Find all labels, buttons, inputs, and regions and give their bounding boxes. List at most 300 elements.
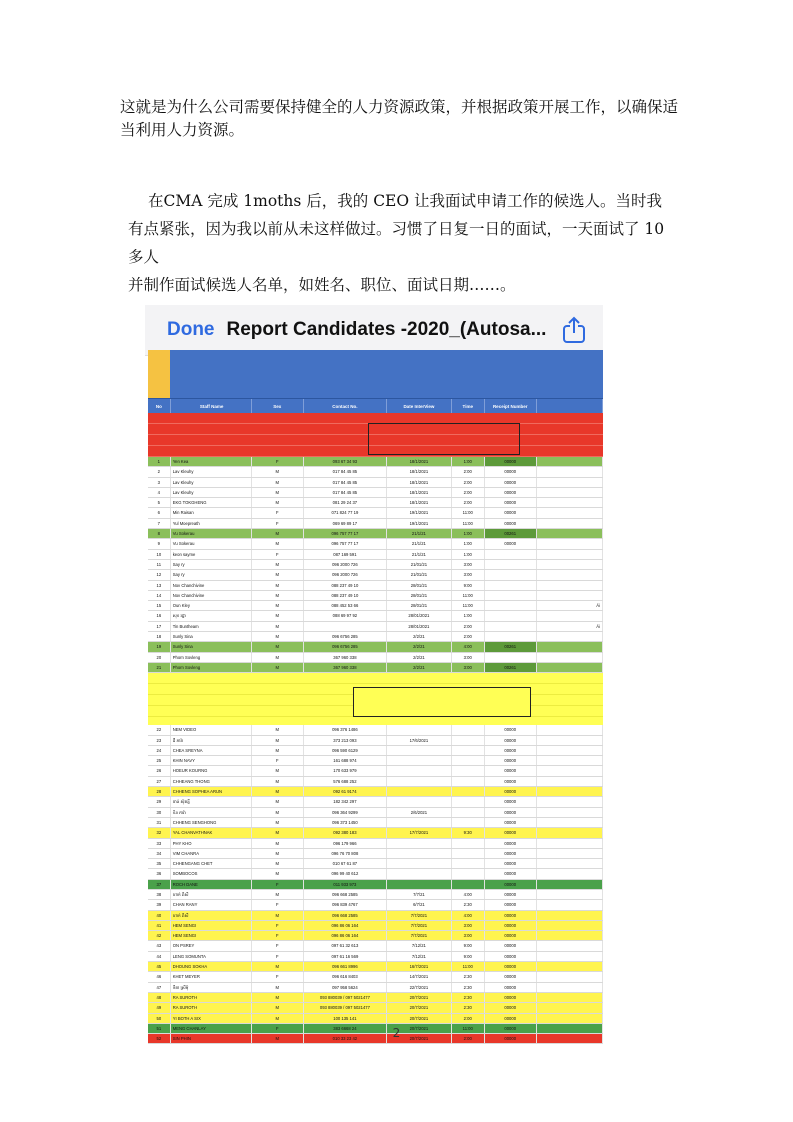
table-cell [537,983,603,992]
table-cell [537,725,603,734]
table-cell: 20/7/2021 [387,1014,452,1023]
table-cell: 00000 [485,828,537,837]
table-cell [537,911,603,920]
table-cell: CHEA SREYNA [171,746,252,755]
table-cell: 00000 [485,818,537,827]
table-cell: 3:00 [452,663,485,672]
table-cell: 39 [148,900,171,909]
table-cell: 19/1/2021 [387,519,452,528]
red-header-block [148,413,603,457]
table-cell: 23 [148,736,171,745]
table-cell: M [252,766,304,775]
table-row [148,725,603,735]
table-cell: M [252,642,304,651]
table-cell [387,818,452,827]
table-cell [537,880,603,889]
table-cell [452,808,485,817]
table-cell: 41 [148,921,171,930]
table-cell: 00261 [485,529,537,538]
table-cell [537,457,603,466]
table-cell: 21 [148,663,171,672]
table-cell: M [252,777,304,786]
table-cell [537,736,603,745]
table-cell [452,839,485,848]
table-cell: 9:30 [452,828,485,837]
table-cell: 20/7/2021 [387,993,452,1002]
table-cell: 17 [148,622,171,631]
table-cell: 2:30 [452,993,485,1002]
story-line: 多人 [128,248,160,266]
table-row [148,508,603,518]
table-cell: 28/01/21 [387,601,452,610]
table-cell [537,756,603,765]
table-cell: 7/7/2021 [387,911,452,920]
table-cell: 14 [148,591,171,600]
share-icon[interactable] [561,316,587,344]
page-number: 2 [392,1026,401,1040]
table-cell: F [252,519,304,528]
table-cell: 12 [148,570,171,579]
table-cell: M [252,828,304,837]
table-cell: 093 67 34 93 [304,457,387,466]
table-cell [485,601,537,610]
table-cell: 170 633 979 [304,766,387,775]
table-row [148,601,603,611]
table-cell: 00000 [485,1034,537,1043]
table-cell [537,519,603,528]
table-cell: Phorn Sovleng [171,653,252,662]
table-cell: 088 452 53 66 [304,601,387,610]
table-cell [485,560,537,569]
table-cell [537,1003,603,1012]
table-cell: Vu Sokerau [171,529,252,538]
table-cell: 50 [148,1014,171,1023]
table-cell: 093 880039 / 097 5021477 [304,1003,387,1012]
table-cell: 18/1/2021 [387,457,452,466]
table-cell: M [252,653,304,662]
table-cell: CHHENGANG CHET [171,859,252,868]
table-cell: 38 [148,890,171,899]
table-cell: 096 2000 726 [304,570,387,579]
table-cell: 00000 [485,880,537,889]
table-cell: 17/6/2021 [387,736,452,745]
table-cell: 2/2/21 [387,653,452,662]
table-cell: 27 [148,777,171,786]
table-cell: M [252,622,304,631]
table-cell: HEM SENGI [171,931,252,940]
table-cell: 11:00 [452,591,485,600]
table-cell: M [252,591,304,600]
table-cell: 00000 [485,736,537,745]
table-cell: 069 69 89 17 [304,519,387,528]
header-cell: Contact No. [304,399,387,413]
table-cell: ROCH DANE [171,880,252,889]
table-cell: 9:00 [452,952,485,961]
table-row [148,797,603,807]
table-cell: 2:00 [452,467,485,476]
table-cell [452,880,485,889]
table-cell: 17/7/2021 [387,828,452,837]
table-cell [537,653,603,662]
table-cell: F [252,900,304,909]
table-cell: 00000 [485,808,537,817]
table-row [148,962,603,972]
table-row [148,498,603,508]
table-cell: M [252,663,304,672]
table-cell: 096 2000 726 [304,560,387,569]
table-cell [537,900,603,909]
table-cell: 7/7/21 [387,890,452,899]
table-cell: 28/01/21 [387,591,452,600]
table-cell [387,756,452,765]
table-cell: 096 86 06 164 [304,921,387,930]
table-cell: 2:30 [452,900,485,909]
table-cell: M [252,911,304,920]
table-cell: Say ry [171,570,252,579]
table-cell: 161 688 974 [304,756,387,765]
table-cell: 00000 [485,890,537,899]
sheet-header-row [148,398,603,413]
table-cell [485,550,537,559]
table-cell: ខិន ភារ៉ា [171,808,252,817]
table-cell: 088 69 97 92 [304,611,387,620]
table-cell: 25 [148,756,171,765]
table-row [148,478,603,488]
table-cell: 096 373 1450 [304,818,387,827]
table-cell [387,787,452,796]
table-cell: YAL CHANVATHNAK [171,828,252,837]
table-cell: 1:00 [452,550,485,559]
table-cell: F [252,457,304,466]
table-cell: M [252,797,304,806]
table-cell [452,756,485,765]
table-cell: 4:00 [452,890,485,899]
story-paragraph [128,190,688,302]
table-cell: 100 135 141 [304,1014,387,1023]
table-cell: 00000 [485,725,537,734]
table-cell: 00000 [485,911,537,920]
table-cell: 2:30 [452,972,485,981]
table-cell: M [252,869,304,878]
table-cell: 3:00 [452,570,485,579]
table-cell: 2:00 [452,488,485,497]
table-cell: 182 342 297 [304,797,387,806]
table-cell: 096 86 06 164 [304,931,387,940]
table-cell: 20 [148,653,171,662]
table-cell: 00000 [485,859,537,868]
table-cell: 010 67 61 87 [304,859,387,868]
table-cell: 22/7/2021 [387,983,452,992]
header-cell: Sex [252,399,304,413]
table-cell: Sunly Sina [171,632,252,641]
table-cell: 2:00 [452,498,485,507]
table-cell: 017 84 45 85 [304,478,387,487]
table-cell: 8 [148,529,171,538]
table-cell: 017 84 45 85 [304,488,387,497]
table-cell: SIN PHIN [171,1034,252,1043]
table-cell: 087 169 591 [304,550,387,559]
table-cell: M [252,539,304,548]
table-cell: 9 [148,539,171,548]
table-cell: M [252,529,304,538]
table-cell: 4 [148,488,171,497]
table-cell: M [252,787,304,796]
table-cell: 20/7/2021 [387,1003,452,1012]
table-cell [387,725,452,734]
table-cell: 367 960 338 [304,653,387,662]
table-row [148,632,603,642]
table-cell: 097 61 32 613 [304,941,387,950]
table-row [148,777,603,787]
table-row [148,952,603,962]
table-cell: 088 237 49 10 [304,581,387,590]
table-cell [387,859,452,868]
header-cell: Date InterView [387,399,452,413]
table-cell: 11:00 [452,1024,485,1033]
table-cell: ទីតា ស្រីមុំ [171,983,252,992]
table-cell: 11:00 [452,519,485,528]
table-row [148,539,603,549]
table-cell: 36 [148,869,171,878]
table-cell: 096 839 4767 [304,900,387,909]
embedded-screenshot [145,305,603,1042]
table-cell: Oun Kley [171,601,252,610]
table-cell: 20/7/2021 [387,1024,452,1033]
table-cell: SOMBOCOS [171,869,252,878]
table-cell [537,581,603,590]
table-cell: 21/1/21 [387,529,452,538]
sheet-banner [148,350,603,398]
table-row [148,529,603,539]
table-cell: 088 237 49 10 [304,591,387,600]
table-cell: 48 [148,993,171,1002]
table-cell: 00261 [485,642,537,651]
table-cell [452,725,485,734]
table-cell: 3 [148,478,171,487]
table-cell [387,849,452,858]
table-cell [537,839,603,848]
table-cell: 00000 [485,1014,537,1023]
table-cell: 00000 [485,457,537,466]
table-cell: HEM SENGI [171,921,252,930]
table-cell: 4:00 [452,642,485,651]
table-cell: 16 [148,611,171,620]
table-cell: 096 590 6129 [304,746,387,755]
header-cell: Receipt Number [485,399,537,413]
table-cell: 081 29 24 37 [304,498,387,507]
table-cell: RA SUROTH [171,1003,252,1012]
table-cell: F [252,880,304,889]
table-cell: 00000 [485,869,537,878]
table-row [148,581,603,591]
table-cell: 2/2/21 [387,642,452,651]
table-cell: 2:00 [452,1034,485,1043]
table-row [148,941,603,951]
table-cell: 093 880039 / 097 5021477 [304,993,387,1002]
table-cell: 2/2/21 [387,663,452,672]
table-cell: 096 757 77 17 [304,539,387,548]
table-cell: F [252,941,304,950]
table-row [148,736,603,746]
table-row [148,972,603,982]
table-cell: 11:00 [452,508,485,517]
yellow-block [148,673,603,725]
table-cell [387,839,452,848]
table-cell [485,581,537,590]
table-cell [537,478,603,487]
table-cell: CHHENG SOPHEA ARUN [171,787,252,796]
table-cell: 11:00 [452,601,485,610]
table-cell: 30 [148,808,171,817]
table-cell: 28/01/2021 [387,622,452,631]
table-cell: 00000 [485,478,537,487]
table-cell: 017 84 45 85 [304,467,387,476]
table-cell: M [252,611,304,620]
table-cell: Sunly Sina [171,642,252,651]
table-cell: 21/1/21 [387,550,452,559]
table-cell [387,766,452,775]
table-cell: 00000 [485,488,537,497]
table-cell: 092 61 9174 [304,787,387,796]
table-cell [452,777,485,786]
table-cell: 097 61 16 569 [304,952,387,961]
table-cell: ហាក់ ពិសី [171,890,252,899]
table-cell: 00000 [485,921,537,930]
table-cell: 20/7/2021 [387,1034,452,1043]
table-cell: 00000 [485,539,537,548]
table-cell [387,880,452,889]
table-row [148,983,603,993]
table-cell: M [252,818,304,827]
table-cell: 00000 [485,756,537,765]
table-cell: 00000 [485,962,537,971]
table-cell: M [252,632,304,641]
table-row [148,746,603,756]
table-row [148,859,603,869]
table-cell: 28/01/2021 [387,611,452,620]
header-cell [537,399,603,413]
table-cell: LENG SOMUNTA [171,952,252,961]
table-cell [537,632,603,641]
table-cell: M [252,839,304,848]
table-row [148,467,603,477]
table-cell: 00000 [485,931,537,940]
table-cell: M [252,560,304,569]
table-cell [485,611,537,620]
table-cell: 16/7/2021 [387,962,452,971]
table-cell [485,591,537,600]
table-cell: 00000 [485,849,537,858]
intro-paragraph: 这就是为什么公司需要保持健全的人力资源政策，并根据政策开展工作，以确保适当利用人力资源。 [120,98,679,139]
table-row [148,591,603,601]
table-cell: M [252,581,304,590]
table-cell: 2/6/2021 [387,808,452,817]
table-cell: 24 [148,746,171,755]
table-cell: Say ry [171,560,252,569]
table-cell: 576 688 252 [304,777,387,786]
table-cell [537,550,603,559]
table-cell: Lav Kleuhy [171,488,252,497]
table-cell: 2:00 [452,478,485,487]
table-cell [537,488,603,497]
table-cell: 51 [148,1024,171,1033]
table-cell: 367 960 338 [304,663,387,672]
table-cell: M [252,736,304,745]
table-cell: 096 661 8996 [304,962,387,971]
table-cell: 7/7/2021 [387,921,452,930]
table-cell [537,828,603,837]
table-cell [537,818,603,827]
table-cell: Yul Moepreath [171,519,252,528]
table-cell: 45 [148,962,171,971]
table-cell [537,808,603,817]
table-cell: 2:30 [452,983,485,992]
table-cell: 21/01/21 [387,570,452,579]
table-cell: CHAN RANY [171,900,252,909]
done-button[interactable]: Done [167,319,215,340]
table-row [148,611,603,621]
table-cell: 00000 [485,1003,537,1012]
table-row [148,766,603,776]
table-cell [485,632,537,641]
table-cell: 010 33 23 42 [304,1034,387,1043]
table-cell: Phorn Sovleng [171,663,252,672]
table-row [148,900,603,910]
table-cell: CHHEANG THONG [171,777,252,786]
table-cell [485,570,537,579]
table-cell: F [252,508,304,517]
table-cell: Tin Buntheam [171,622,252,631]
table-cell: 3:00 [452,921,485,930]
table-cell: 15 [148,601,171,610]
table-cell [537,962,603,971]
table-cell [537,993,603,1002]
table-cell: 096 6756 285 [304,632,387,641]
story-line: 有点紧张，因为我以前从未这样做过。习惯了日复一日的面试，一天面试了 10 [128,220,665,238]
table-cell: 22 [148,725,171,734]
table-cell [537,859,603,868]
table-cell: សុខ រដ្ឋា [171,611,252,620]
table-row [148,808,603,818]
table-row [148,880,603,890]
table-cell: M [252,725,304,734]
table-cell [537,508,603,517]
header-cell: Staff Name [171,399,252,413]
table-cell: keon sayme [171,550,252,559]
table-cell: 00000 [485,900,537,909]
table-cell: Min Raisan [171,508,252,517]
table-cell: 092 380 183 [304,828,387,837]
table-cell: 49 [148,1003,171,1012]
table-cell: M [252,1003,304,1012]
table-row [148,787,603,797]
table-cell [485,653,537,662]
table-cell: M [252,859,304,868]
table-row [148,642,603,652]
table-cell [304,622,387,631]
table-cell: 10 [148,550,171,559]
table-cell: Nov Chanchivine [171,591,252,600]
table-cell: F [252,550,304,559]
table-cell: 00000 [485,839,537,848]
table-cell: M [252,478,304,487]
header-cell: No [148,399,171,413]
table-row [148,890,603,900]
table-cell: 00000 [485,1024,537,1033]
table-cell: Lav Kleuhy [171,478,252,487]
table-cell: M [252,849,304,858]
table-cell [387,746,452,755]
